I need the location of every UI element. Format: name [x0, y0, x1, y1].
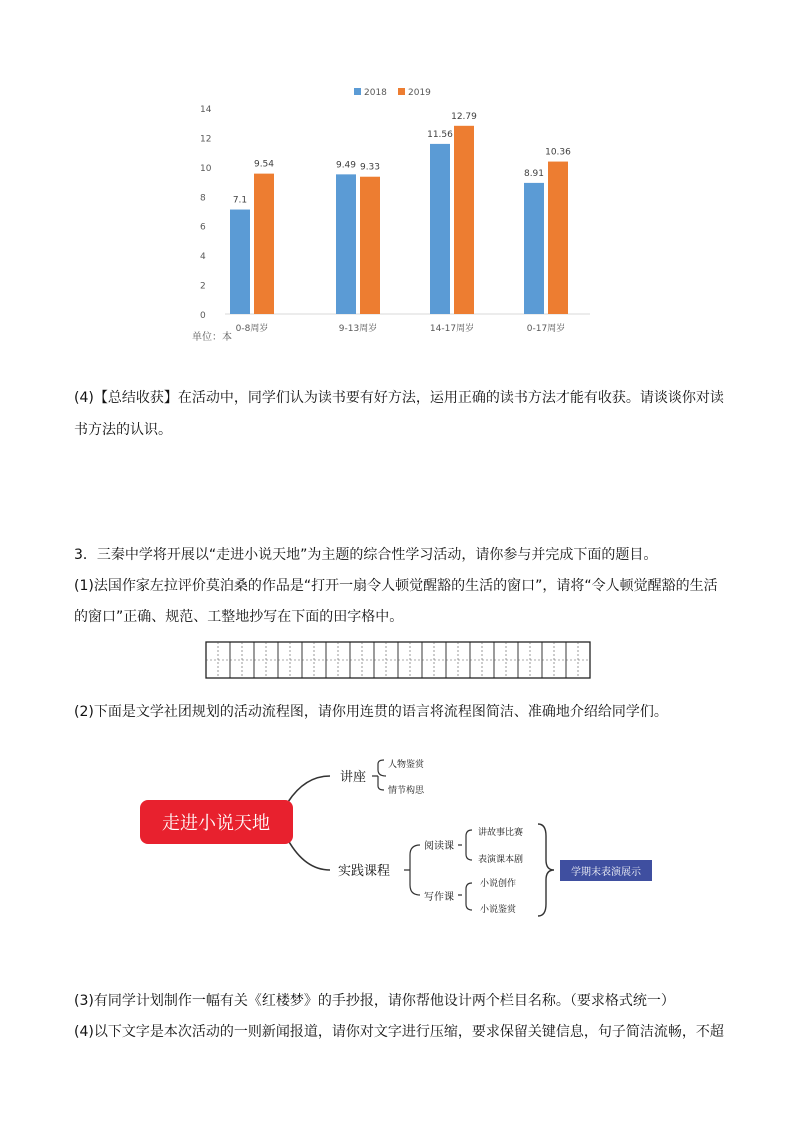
y-tick-label: 10: [200, 163, 212, 174]
legend-swatch: [354, 88, 361, 95]
chart-legend: [354, 88, 431, 98]
data-label: 9.49: [335, 160, 357, 171]
y-tick-label: 0: [200, 311, 206, 321]
bar-2018-1: [336, 174, 356, 314]
legend-swatch: [398, 88, 405, 95]
tianzige-grid[interactable]: [200, 640, 592, 688]
data-label: 7.1: [232, 195, 248, 206]
final-node: 学期末表演展示: [571, 867, 641, 878]
bar-2019-3: [548, 162, 568, 314]
writing-item: 小说创作: [480, 879, 517, 889]
question-3-4: (4)以下文字是本次活动的一则新闻报道，请你对文字进行压缩，要求保留关键信息，句子简洁流畅，不超: [74, 1024, 724, 1040]
question-4-line-2: 书方法的认识。: [74, 422, 172, 438]
root-branch-1-connector: [288, 776, 330, 802]
data-label: 10.36: [545, 147, 571, 158]
x-axis-categories: [236, 322, 566, 334]
activity-flowchart: [0, 740, 794, 940]
x-tick-label: 14-17周岁: [429, 324, 475, 334]
y-tick-label: 14: [200, 105, 212, 115]
question-3-2: (2)下面是文学社团规划的活动流程图，请你用连贯的语言将流程图简洁、准确地介绍给同学们。: [74, 704, 668, 720]
data-label: 9.33: [359, 162, 381, 173]
reading-chart: [0, 0, 794, 360]
bar-2019-2: [454, 126, 474, 314]
y-tick-label: 6: [200, 222, 206, 233]
reading-brace: [458, 830, 472, 860]
y-tick-label: 8: [200, 193, 206, 204]
bar-2019-1: [360, 177, 380, 314]
question-4-line-1: (4)【总结收获】在活动中，同学们认为读书要有好方法，运用正确的读书方法才能有收获。请谈谈你对读: [74, 390, 724, 406]
bar-2018-2: [430, 144, 450, 314]
lecture-brace: [372, 760, 386, 790]
y-tick-label: 2: [200, 281, 206, 292]
data-label: 9.54: [253, 159, 275, 170]
question-3-3: (3)有同学计划制作一幅有关《红楼梦》的手抄报，请你帮他设计两个栏目名称。（要求格式统一）: [74, 993, 675, 1009]
legend-entry: 2019: [408, 88, 431, 98]
question-3-1-line-1: (1)法国作家左拉评价莫泊桑的作品是“打开一扇令人顿觉醒豁的生活的窗口”，请将“令人顿觉醒豁的生活: [74, 578, 718, 594]
unit-label: 单位：本: [192, 332, 232, 343]
x-tick-label: 9-13周岁: [338, 324, 378, 334]
y-axis-ticks: [200, 105, 212, 321]
reading-item: 讲故事比赛: [478, 828, 524, 838]
lecture-item: 情节构思: [388, 786, 425, 796]
writing-brace: [458, 883, 472, 910]
bar-2018-3: [524, 183, 544, 314]
reading-item: 表演课本剧: [478, 855, 524, 865]
question-3-1-line-2: 的窗口”正确、规范、工整地抄写在下面的田字格中。: [74, 609, 404, 625]
writing-class: 写作课: [424, 892, 454, 903]
data-label: 8.91: [523, 168, 545, 179]
y-tick-label: 4: [200, 252, 206, 263]
lecture-item: 人物鉴赏: [388, 760, 425, 770]
root-branch-2-connector: [288, 840, 330, 870]
legend-entry: 2018: [364, 88, 387, 98]
bar-2018-0: [230, 210, 250, 314]
chart-bars: [230, 112, 571, 314]
reading-class: 阅读课: [424, 841, 454, 852]
practice-brace: [404, 845, 420, 895]
bar-2019-0: [254, 174, 274, 314]
x-tick-label: 0-17周岁: [526, 324, 566, 334]
question-3-intro: 3．三秦中学将开展以“走进小说天地”为主题的综合性学习活动，请你参与并完成下面的题目。: [74, 547, 658, 563]
branch-practice: 实践课程: [338, 864, 391, 879]
root-node: 走进小说天地: [162, 813, 270, 834]
x-tick-label: 0-8周岁: [235, 324, 269, 334]
closing-brace: [538, 824, 554, 916]
writing-item: 小说鉴赏: [480, 905, 517, 915]
data-label: 12.79: [451, 111, 477, 122]
y-tick-label: 12: [200, 134, 212, 145]
data-label: 11.56: [427, 129, 453, 140]
branch-lecture: 讲座: [340, 770, 367, 785]
